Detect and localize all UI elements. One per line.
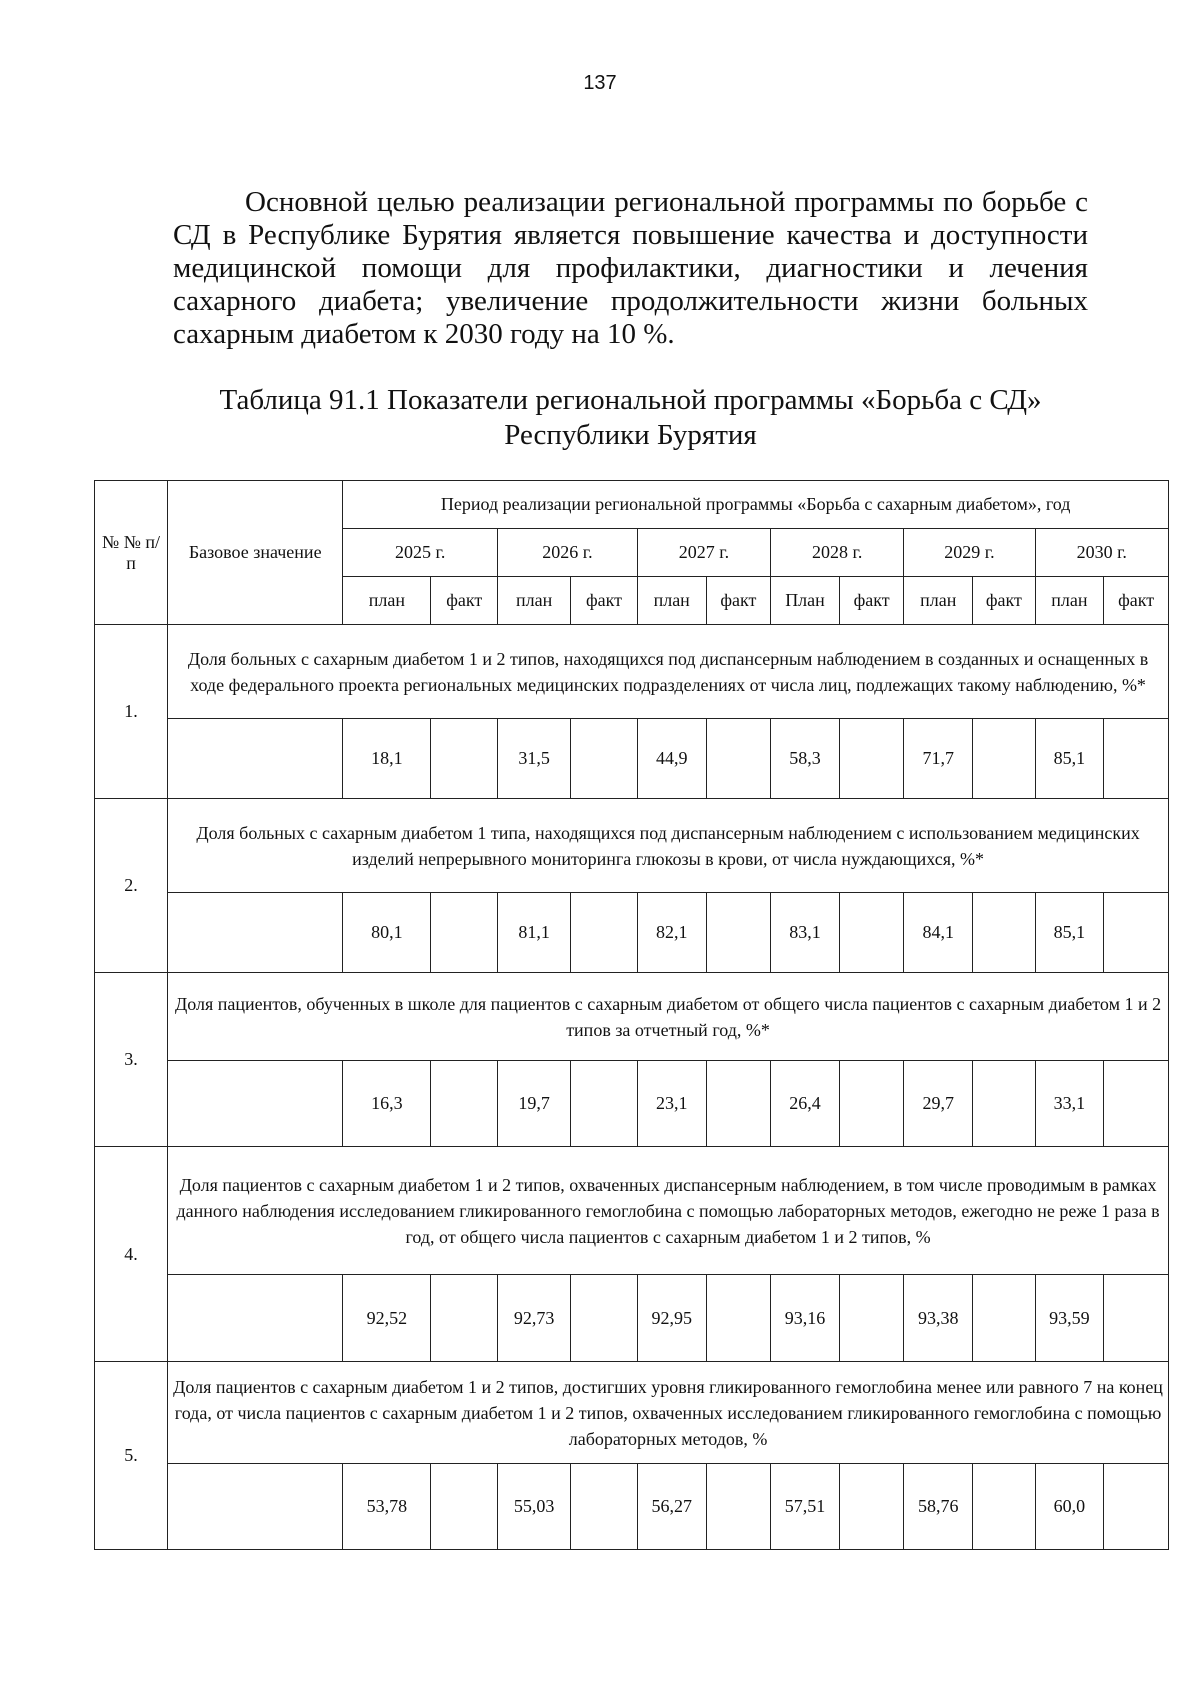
plan-value: 26,4 [771,1061,840,1147]
plan-value: 58,76 [904,1464,973,1550]
indicator-number: 4. [95,1147,168,1362]
fact-value [839,719,903,799]
plan-value: 56,27 [637,1464,706,1550]
plan-value: 84,1 [904,893,973,973]
plan-value: 83,1 [771,893,840,973]
fact-subheader: факт [973,577,1035,625]
indicator-number: 1. [95,625,168,799]
fact-value [973,1275,1035,1362]
plan-value: 55,03 [498,1464,571,1550]
indicator-name: Доля пациентов с сахарным диабетом 1 и 2 типов, достигших уровня гликированного гемоглобина менее или равного 7 на конец года, от числа пациентов с сахарным диабетом 1 и 2 типов, охваченных исследованием гликированного гемоглобина с помощью лабораторных методов, % [168,1362,1169,1464]
plan-value: 44,9 [637,719,706,799]
base-value [168,1464,343,1550]
plan-subheader: план [498,577,571,625]
fact-value [839,1275,903,1362]
year-header: 2026 г. [498,529,638,577]
indicator-name: Доля пациентов с сахарным диабетом 1 и 2 типов, охваченных диспансерным наблюдением, в том числе проводимым в рамках данного наблюдения исследованием гликированного гемоглобина с помощью лабораторных методов, ежегодно не реже 1 раза в год, от общего числа пациентов с сахарным диабетом 1 и 2 типов, % [168,1147,1169,1275]
base-value [168,893,343,973]
indicator-name-row [95,799,1169,893]
fact-subheader: факт [431,577,498,625]
year-header: 2025 г. [343,529,498,577]
fact-subheader: факт [1104,577,1169,625]
fact-value [839,1464,903,1550]
fact-value [431,1061,498,1147]
indicator-name: Доля больных с сахарным диабетом 1 и 2 типов, находящихся под диспансерным наблюдением в созданных и оснащенных в ходе федерального проекта региональных медицинских подразделениях от числа лиц, подлежащих такому наблюдению, %* [168,625,1169,719]
fact-value [706,719,770,799]
fact-value [706,1275,770,1362]
col-base-header: Базовое значение [168,481,343,625]
plan-value: 33,1 [1035,1061,1104,1147]
indicator-name-row [95,973,1169,1061]
fact-value [706,1464,770,1550]
period-header: Период реализации региональной программы «Борьба с сахарным диабетом», год [343,481,1169,529]
fact-value [431,1275,498,1362]
plan-value: 93,59 [1035,1275,1104,1362]
plan-value: 93,16 [771,1275,840,1362]
fact-subheader: факт [839,577,903,625]
indicators-table [94,480,1169,1550]
fact-value [431,1464,498,1550]
year-header: 2030 г. [1035,529,1168,577]
plan-value: 92,52 [343,1275,431,1362]
base-value [168,1275,343,1362]
fact-value [1104,1275,1169,1362]
indicator-name-row [95,625,1169,719]
indicator-number: 2. [95,799,168,973]
indicator-name: Доля больных с сахарным диабетом 1 типа, находящихся под диспансерным наблюдением с использованием медицинских изделий непрерывного мониторинга глюкозы в крови, от числа нуждающихся, %* [168,799,1169,893]
fact-value [1104,1464,1169,1550]
fact-value [1104,893,1169,973]
indicator-name-row [95,1147,1169,1275]
plan-value: 80,1 [343,893,431,973]
fact-subheader: факт [706,577,770,625]
plan-value: 29,7 [904,1061,973,1147]
indicator-values-row [95,719,1169,799]
plan-value: 71,7 [904,719,973,799]
fact-value [973,1464,1035,1550]
fact-value [973,1061,1035,1147]
plan-value: 19,7 [498,1061,571,1147]
fact-value [839,893,903,973]
table-title [173,383,1088,453]
year-header: 2027 г. [637,529,770,577]
fact-value [706,893,770,973]
plan-value: 57,51 [771,1464,840,1550]
intro-paragraph: Основной целью реализации региональной программы по борьбе с СД в Республике Бурятия является повышение качества и доступности медицинской помощи для профилактики, диагностики и лечения сахарного диабета; увеличение продолжительности жизни больных сахарным диабетом к 2030 году на 10 %. [173,186,1088,350]
indicator-values-row [95,1275,1169,1362]
plan-value: 18,1 [343,719,431,799]
base-value [168,1061,343,1147]
col-num-header: № № п/п [95,481,168,625]
fact-value [706,1061,770,1147]
plan-value: 82,1 [637,893,706,973]
plan-value: 31,5 [498,719,571,799]
table-title-line2: Республики Бурятия [504,419,757,451]
base-value [168,719,343,799]
plan-value: 93,38 [904,1275,973,1362]
table-title-line1: Таблица 91.1 Показатели региональной программы «Борьба с СД» [219,384,1042,416]
fact-value [571,1061,638,1147]
indicator-values-row [95,893,1169,973]
plan-value: 92,95 [637,1275,706,1362]
fact-value [571,893,638,973]
fact-value [431,719,498,799]
fact-value [1104,719,1169,799]
plan-value: 60,0 [1035,1464,1104,1550]
plan-value: 23,1 [637,1061,706,1147]
fact-value [431,893,498,973]
plan-value: 85,1 [1035,719,1104,799]
fact-value [571,1464,638,1550]
plan-subheader: План [771,577,840,625]
fact-value [839,1061,903,1147]
page-number: 137 [583,72,617,94]
fact-value [1104,1061,1169,1147]
plan-value: 85,1 [1035,893,1104,973]
plan-value: 16,3 [343,1061,431,1147]
indicator-values-row [95,1464,1169,1550]
indicator-name: Доля пациентов, обученных в школе для пациентов с сахарным диабетом от общего числа пациентов с сахарным диабетом 1 и 2 типов за отчетный год, %* [168,973,1169,1061]
year-header: 2029 г. [904,529,1035,577]
plan-subheader: план [343,577,431,625]
year-header: 2028 г. [771,529,904,577]
plan-subheader: план [637,577,706,625]
fact-value [973,893,1035,973]
indicator-values-row [95,1061,1169,1147]
fact-value [571,719,638,799]
plan-subheader: план [1035,577,1104,625]
indicator-number: 3. [95,973,168,1147]
fact-value [571,1275,638,1362]
plan-value: 81,1 [498,893,571,973]
fact-subheader: факт [571,577,638,625]
plan-subheader: план [904,577,973,625]
plan-value: 53,78 [343,1464,431,1550]
indicator-name-row [95,1362,1169,1464]
plan-value: 58,3 [771,719,840,799]
indicator-number: 5. [95,1362,168,1550]
plan-value: 92,73 [498,1275,571,1362]
fact-value [973,719,1035,799]
